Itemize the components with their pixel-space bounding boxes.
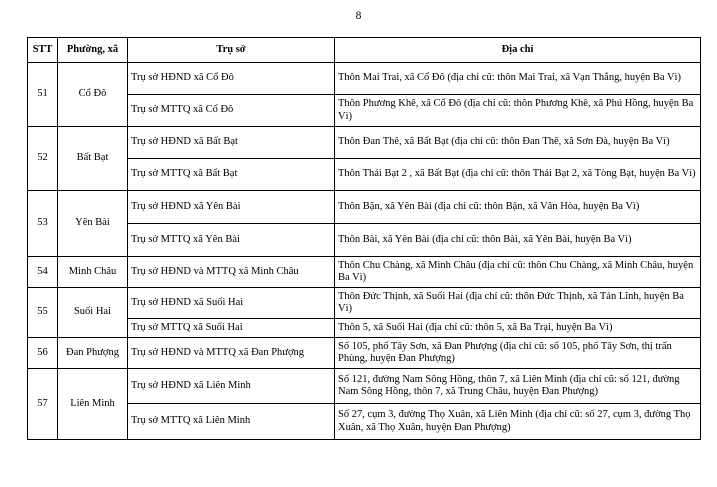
table-row xyxy=(28,338,701,369)
page-number: 8 xyxy=(355,10,362,22)
table-row xyxy=(28,191,701,224)
address-cell: Thôn Thái Bạt 2 , xã Bất Bạt (địa chỉ cũ: thôn Thái Bạt 2, xã Tòng Bạt, huyện Ba Vì) xyxy=(335,159,701,191)
table-row xyxy=(28,224,701,257)
address-cell: Thôn Mai Trai, xã Cổ Đô (địa chỉ cũ: thôn Mai Trai, xã Vạn Thắng, huyện Ba Vì) xyxy=(335,63,701,95)
address-cell: Số 27, cụm 3, đường Thọ Xuân, xã Liên Minh (địa chỉ cũ: số 27, cụm 3, đường Thọ Xuân, xã Thọ Xuân, huyện Đan Phượng) xyxy=(335,404,701,440)
table-row xyxy=(28,95,701,127)
address-cell: Thôn Bài, xã Yên Bài (địa chỉ cũ: thôn Bài, xã Yên Bài, huyện Ba Vì) xyxy=(335,224,701,257)
ward-cell: Yên Bài xyxy=(58,191,128,257)
office-cell: Trụ sở HĐND xã Suối Hai xyxy=(128,288,335,319)
office-cell: Trụ sở MTTQ xã Liên Minh xyxy=(128,404,335,440)
table-row xyxy=(28,127,701,159)
office-cell: Trụ sở HĐND xã Liên Minh xyxy=(128,369,335,404)
stt-cell: 51 xyxy=(28,63,58,127)
office-cell: Trụ sở HĐND xã Cổ Đô xyxy=(128,63,335,95)
office-cell: Trụ sở HĐND và MTTQ xã Minh Châu xyxy=(128,257,335,288)
ward-cell: Liên Minh xyxy=(58,369,128,440)
ward-cell: Suối Hai xyxy=(58,288,128,338)
table-row xyxy=(28,63,701,95)
office-cell: Trụ sở MTTQ xã Bất Bạt xyxy=(128,159,335,191)
header-address: Địa chỉ xyxy=(335,38,701,63)
stt-cell: 57 xyxy=(28,369,58,440)
table-row xyxy=(28,369,701,404)
table-row xyxy=(28,159,701,191)
table-row xyxy=(28,257,701,288)
ward-cell: Minh Châu xyxy=(58,257,128,288)
office-cell: Trụ sở MTTQ xã Suối Hai xyxy=(128,319,335,338)
table-header-row xyxy=(28,38,701,63)
stt-cell: 56 xyxy=(28,338,58,369)
office-cell: Trụ sở HĐND xã Yên Bài xyxy=(128,191,335,224)
header-stt: STT xyxy=(28,38,58,63)
office-cell: Trụ sở MTTQ xã Yên Bài xyxy=(128,224,335,257)
address-cell: Số 121, đường Nam Sông Hồng, thôn 7, xã Liên Minh (địa chỉ cũ: số 121, đường Nam Sông Hồng, thôn 7, xã Trung Châu, huyện Đan Phượng) xyxy=(335,369,701,404)
ward-cell: Cổ Đô xyxy=(58,63,128,127)
table-row xyxy=(28,319,701,338)
address-cell: Thôn Đan Thê, xã Bất Bạt (địa chỉ cũ: thôn Đan Thê, xã Sơn Đà, huyện Ba Vì) xyxy=(335,127,701,159)
table-row xyxy=(28,288,701,319)
stt-cell: 53 xyxy=(28,191,58,257)
address-cell: Thôn Phương Khê, xã Cổ Đô (địa chỉ cũ: thôn Phương Khê, xã Phú Hồng, huyện Ba Vì) xyxy=(335,95,701,127)
table-row xyxy=(28,404,701,440)
address-cell: Số 105, phố Tây Sơn, xã Đan Phượng (địa chỉ cũ: số 105, phố Tây Sơn, thị trấn Phùng, huyện Đan Phượng) xyxy=(335,338,701,369)
address-cell: Thôn 5, xã Suối Hai (địa chỉ cũ: thôn 5, xã Ba Trại, huyện Ba Vì) xyxy=(335,319,701,338)
header-office: Trụ sở xyxy=(128,38,335,63)
header-ward: Phường, xã xyxy=(58,38,128,63)
address-table xyxy=(27,37,701,440)
address-cell: Thôn Chu Chàng, xã Minh Châu (địa chỉ cũ: thôn Chu Chàng, xã Minh Châu, huyện Ba Vì) xyxy=(335,257,701,288)
address-cell: Thôn Bặn, xã Yên Bài (địa chỉ cũ: thôn Bặn, xã Vân Hòa, huyện Ba Vì) xyxy=(335,191,701,224)
office-cell: Trụ sở HĐND và MTTQ xã Đan Phượng xyxy=(128,338,335,369)
stt-cell: 54 xyxy=(28,257,58,288)
ward-cell: Bất Bạt xyxy=(58,127,128,191)
office-cell: Trụ sở MTTQ xã Cổ Đô xyxy=(128,95,335,127)
stt-cell: 52 xyxy=(28,127,58,191)
stt-cell: 55 xyxy=(28,288,58,338)
office-cell: Trụ sở HĐND xã Bất Bạt xyxy=(128,127,335,159)
address-cell: Thôn Đức Thịnh, xã Suối Hai (địa chỉ cũ: thôn Đức Thịnh, xã Tản Lĩnh, huyện Ba Vì) xyxy=(335,288,701,319)
ward-cell: Đan Phượng xyxy=(58,338,128,369)
